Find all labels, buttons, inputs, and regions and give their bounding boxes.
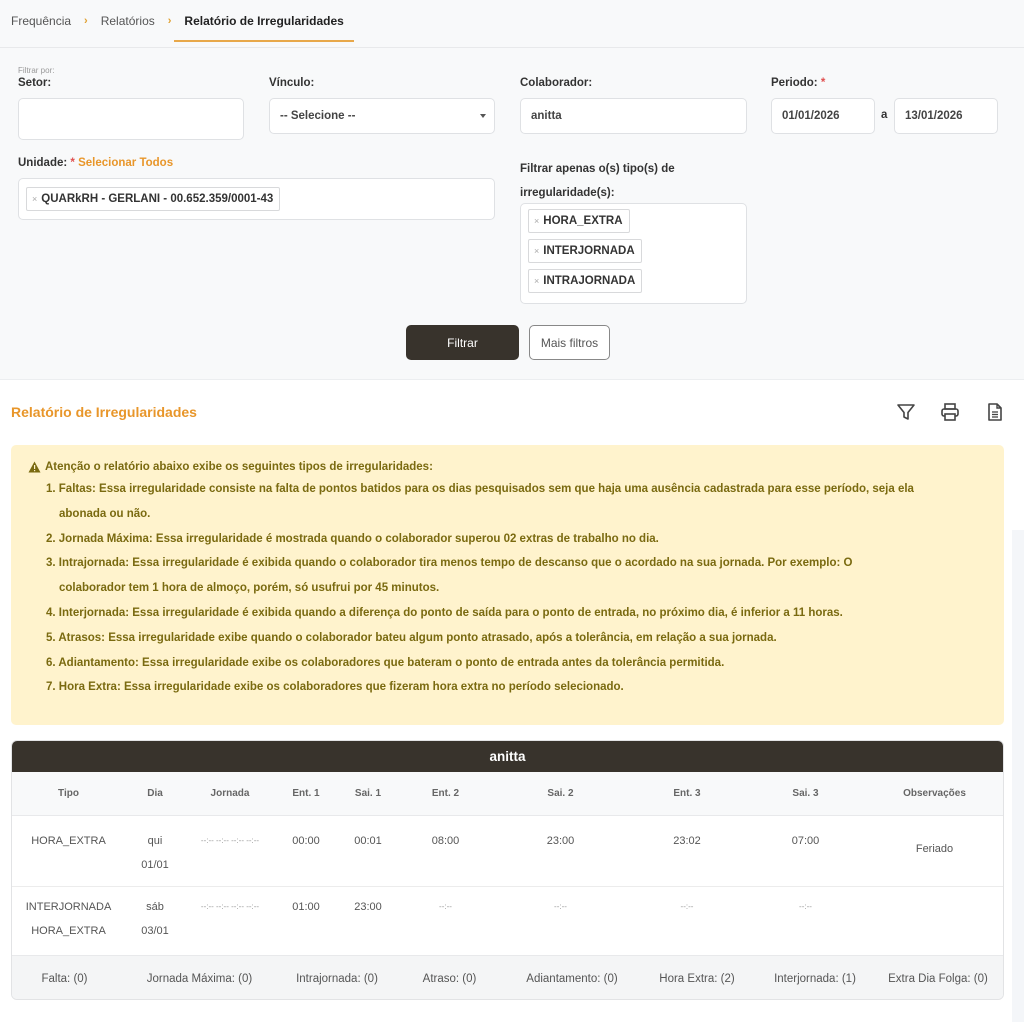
cell-jornada: --:-- --:-- --:-- --:--	[200, 901, 260, 911]
unidade-label	[18, 157, 173, 169]
cell-sai2: 23:00	[492, 815, 629, 886]
unidade-label-text: Unidade:	[18, 157, 68, 169]
dia-date: 03/01	[141, 924, 169, 937]
column-header: Ent. 2	[399, 772, 492, 815]
irregularities-warning	[11, 445, 1004, 725]
breadcrumb	[0, 0, 1024, 42]
more-filters-button[interactable]: Mais filtros	[529, 325, 610, 360]
warning-icon	[28, 461, 41, 473]
dia-date: 01/01	[141, 858, 169, 871]
column-header: Ent. 1	[275, 772, 337, 815]
dia-weekday: sáb	[146, 900, 164, 913]
tipos-label-line2: irregularidade(s):	[520, 187, 615, 199]
vinculo-label: Vínculo:	[269, 77, 315, 89]
setor-label: Setor:	[18, 77, 52, 89]
list-item: 1. Faltas: Essa irregularidade consiste na falta de pontos batidos para os dias pesquisados sem que haja uma ausência cadastrada para esse período, seja ela abonada ou não.	[46, 483, 914, 520]
cell-ent1: 00:00	[275, 815, 337, 886]
vinculo-select[interactable]	[269, 98, 495, 134]
print-icon[interactable]	[940, 402, 960, 422]
warning-title	[28, 459, 987, 475]
tipos-label	[520, 157, 675, 205]
summary-adiantamento: Adiantamento: (0)	[526, 972, 618, 985]
irregularities-table-card	[11, 740, 1004, 1000]
cell-sai3: 07:00	[745, 815, 866, 886]
setor-input[interactable]	[18, 98, 244, 140]
table-row	[12, 815, 1003, 886]
filter-icon[interactable]	[896, 402, 916, 422]
tipo-value: INTERJORNADA	[25, 900, 112, 913]
colaborador-label: Colaborador:	[520, 77, 593, 89]
filters-panel	[0, 48, 1024, 380]
irregularities-list	[28, 477, 987, 700]
cell-observacoes: Feriado	[866, 815, 1003, 886]
remove-chip-icon[interactable]: ×	[534, 216, 540, 226]
document-icon[interactable]	[985, 402, 1005, 422]
summary-atraso: Atraso: (0)	[422, 972, 477, 985]
top-bar	[0, 0, 1024, 48]
colaborador-input[interactable]: anitta	[520, 98, 747, 134]
summary-hora-extra: Hora Extra: (2)	[659, 972, 735, 985]
column-header: Tipo	[12, 772, 125, 815]
list-item: 3. Intrajornada: Essa irregularidade é exibida quando o colaborador tira menos tempo de descanso que o acordado na sua jornada. Por exemplo: O colaborador tem 1 hora de almoço, porém, só usufrui por 45 minutos.	[46, 557, 853, 595]
column-header: Sai. 1	[337, 772, 399, 815]
chevron-right-icon: ›	[167, 15, 172, 27]
select-all-link[interactable]: Selecionar Todos	[78, 157, 174, 169]
periodo-label	[771, 77, 825, 89]
tipo-chip-intrajornada	[528, 269, 642, 293]
list-item: 7. Hora Extra: Essa irregularidade exibe os colaboradores que fizeram hora extra no período selecionado.	[46, 681, 624, 694]
tipo-chip-interjornada	[528, 239, 642, 263]
cell-ent3: 23:02	[629, 815, 745, 886]
filter-button[interactable]: Filtrar	[406, 325, 519, 360]
breadcrumb-frequencia[interactable]: Frequência	[11, 14, 72, 28]
cell-ent3: --:--	[680, 901, 694, 911]
scrollbar-track[interactable]	[1012, 530, 1024, 1022]
summary-extra-dia-folga: Extra Dia Folga: (0)	[888, 972, 988, 985]
column-header: Sai. 3	[745, 772, 866, 815]
report-title: Relatório de Irregularidades	[11, 404, 197, 420]
summary-jornada-maxima: Jornada Máxima: (0)	[146, 972, 253, 985]
chevron-right-icon: ›	[84, 15, 88, 27]
remove-chip-icon[interactable]: ×	[534, 276, 540, 286]
warning-title-text: Atenção o relatório abaixo exibe os seguintes tipos de irregularidades:	[45, 461, 433, 473]
cell-observacoes	[866, 886, 1003, 955]
summary-falta: Falta: (0)	[41, 972, 88, 985]
periodo-separator: a	[881, 109, 888, 121]
required-marker: *	[70, 157, 75, 169]
column-header: Observações	[866, 772, 1003, 815]
tipo-value: HORA_EXTRA	[31, 924, 106, 937]
filter-by-caption: Filtrar por:	[18, 66, 55, 75]
breadcrumb-relatorio-irregularidades[interactable]: Relatório de Irregularidades	[184, 14, 344, 28]
irregularities-table	[12, 772, 1003, 955]
column-header: Jornada	[185, 772, 275, 815]
table-header-row	[12, 772, 1003, 815]
cell-dia	[125, 886, 185, 955]
column-header: Dia	[125, 772, 185, 815]
tipo-chip-hora-extra	[528, 209, 630, 233]
employee-name-header: anitta	[12, 741, 1003, 772]
vinculo-selected-value: -- Selecione --	[280, 110, 356, 122]
cell-sai1: 23:00	[354, 900, 382, 913]
unidade-chip-label: QUARkRH - GERLANI - 00.652.359/0001-43	[41, 193, 274, 205]
tipos-label-line1: Filtrar apenas o(s) tipo(s) de	[520, 163, 675, 175]
table-row	[12, 886, 1003, 955]
dia-weekday: qui	[147, 834, 163, 847]
periodo-start-input[interactable]: 01/01/2026	[771, 98, 875, 134]
unidade-multiselect[interactable]	[18, 178, 495, 220]
tipo-chip-label: INTRAJORNADA	[543, 275, 636, 287]
remove-chip-icon[interactable]: ×	[534, 246, 540, 256]
unidade-chip	[26, 187, 280, 211]
caret-down-icon	[480, 114, 486, 118]
column-header: Ent. 3	[629, 772, 745, 815]
breadcrumb-relatorios[interactable]: Relatórios	[100, 14, 155, 28]
cell-sai2: --:--	[554, 901, 567, 911]
list-item: 5. Atrasos: Essa irregularidade exibe quando o colaborador bateu algum ponto atrasado, após a tolerância, em relação a sua jornada.	[46, 631, 777, 644]
tipo-chip-label: HORA_EXTRA	[543, 215, 623, 227]
cell-tipo: HORA_EXTRA	[12, 815, 125, 886]
list-item: 2. Jornada Máxima: Essa irregularidade é mostrada quando o colaborador superou 02 extras de trabalho no dia.	[46, 532, 659, 545]
cell-sai3: --:--	[799, 901, 812, 911]
tipo-chip-label: INTERJORNADA	[543, 245, 635, 257]
list-item: 4. Interjornada: Essa irregularidade é exibida quando a diferença do ponto de saída para o ponto de entrada, no próximo dia, é inferior a 11 horas.	[46, 606, 843, 619]
summary-footer	[12, 955, 1003, 1000]
cell-sai1: 00:01	[337, 815, 399, 886]
cell-ent1: 01:00	[292, 900, 320, 913]
list-item: 6. Adiantamento: Essa irregularidade exibe os colaboradores que bateram o ponto de entrada antes da tolerância permitida.	[46, 656, 725, 669]
required-marker: *	[820, 77, 826, 89]
column-header: Sai. 2	[492, 772, 629, 815]
periodo-label-text: Periodo:	[771, 77, 818, 89]
cell-jornada: --:-- --:-- --:-- --:--	[185, 815, 275, 886]
summary-interjornada: Interjornada: (1)	[774, 972, 856, 985]
cell-tipo	[12, 886, 125, 955]
summary-intrajornada: Intrajornada: (0)	[296, 972, 378, 985]
periodo-end-input[interactable]: 13/01/2026	[894, 98, 998, 134]
cell-ent2: 08:00	[399, 815, 492, 886]
tipos-multiselect[interactable]	[520, 203, 747, 304]
cell-dia	[125, 815, 185, 886]
remove-chip-icon[interactable]: ×	[32, 194, 38, 204]
cell-ent2: --:--	[439, 901, 452, 911]
